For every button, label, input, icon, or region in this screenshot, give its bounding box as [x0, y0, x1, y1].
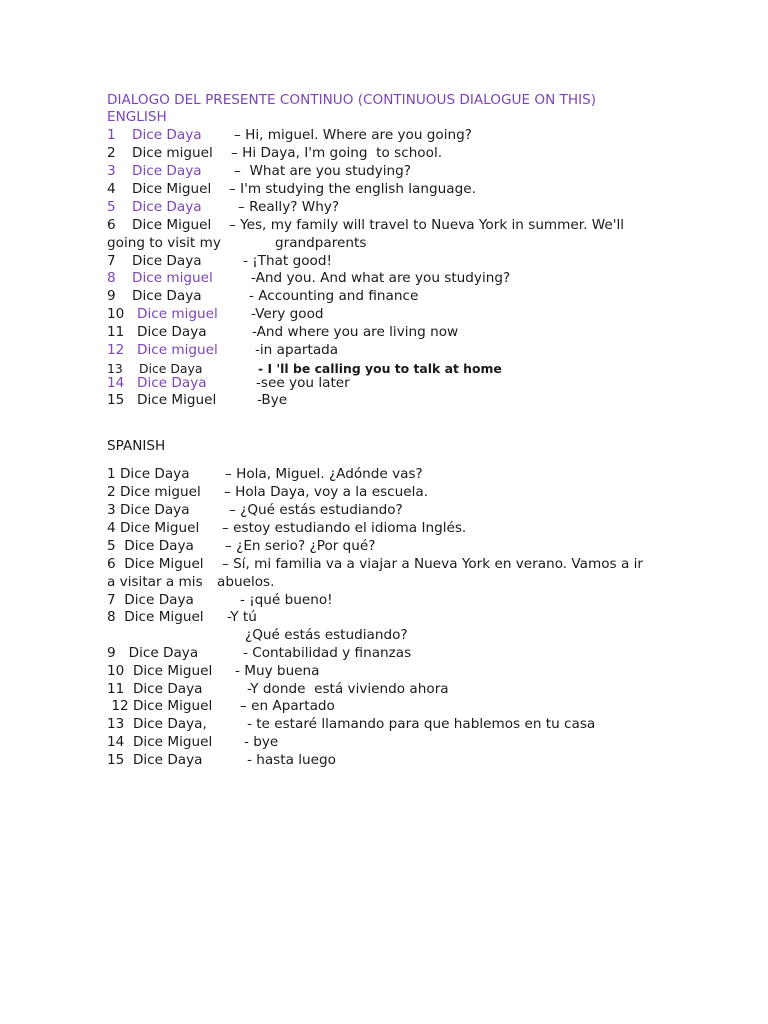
english-utterance: - I 'll be calling you to talk at home [258, 361, 502, 376]
english-utterance: – Hi, miguel. Where are you going? [234, 127, 472, 143]
spanish-utterance: - Contabilidad y finanzas [243, 645, 412, 661]
english-speaker: Dice miguel [137, 306, 218, 322]
english-line-number: 13 [107, 361, 123, 376]
spanish-continuation: abuelos. [217, 574, 275, 590]
spanish-speaker: 12 Dice Miguel [107, 698, 213, 714]
english-speaker: Dice Daya [132, 199, 202, 215]
spanish-speaker: 5 Dice Daya [107, 538, 194, 554]
english-utterance: -And you. And what are you studying? [251, 270, 511, 286]
spanish-speaker: 11 Dice Daya [107, 681, 203, 697]
english-line-number: 8 [107, 270, 116, 286]
spanish-speaker: 9 Dice Daya [107, 645, 199, 661]
english-line-number: 4 [107, 181, 116, 197]
spanish-speaker: 2 Dice miguel [107, 484, 201, 500]
english-line-number: 15 [107, 392, 125, 408]
english-speaker: Dice Daya [139, 361, 203, 376]
english-utterance: – Yes, my family will travel to Nueva York in summer. We'll [229, 217, 625, 233]
english-speaker: Dice Daya [132, 127, 202, 143]
english-line-number: 9 [107, 288, 116, 304]
english-utterance: - Accounting and finance [249, 288, 419, 304]
spanish-utterance: -Y donde está viviendo ahora [247, 681, 449, 697]
spanish-utterance: – ¿En serio? ¿Por qué? [225, 538, 376, 554]
english-speaker: Dice miguel [137, 342, 218, 358]
english-line-number: 6 [107, 217, 116, 233]
english-speaker: Dice miguel [132, 270, 213, 286]
spanish-continuation: a visitar a mis [107, 574, 203, 590]
spanish-speaker: 15 Dice Daya [107, 752, 203, 768]
spanish-speaker: 4 Dice Miguel [107, 520, 200, 536]
english-utterance: -Bye [257, 392, 288, 408]
spanish-utterance: – estoy estudiando el idioma Inglés. [222, 520, 467, 536]
spanish-speaker: 7 Dice Daya [107, 592, 194, 608]
english-utterance: -see you later [256, 375, 350, 391]
english-speaker: Dice Miguel [132, 181, 212, 197]
spanish-utterance: - Muy buena [235, 663, 320, 679]
english-line-number: 14 [107, 375, 125, 391]
english-speaker: Dice Daya [132, 288, 202, 304]
english-line-number: 3 [107, 163, 116, 179]
spanish-continuation: ¿Qué estás estudiando? [245, 627, 408, 643]
english-heading: ENGLISH [107, 109, 167, 125]
english-speaker: Dice Daya [132, 163, 202, 179]
english-line-number: 7 [107, 253, 116, 269]
spanish-speaker: 8 Dice Miguel [107, 609, 204, 625]
spanish-utterance: -Y tú [227, 609, 257, 625]
document-title: DIALOGO DEL PRESENTE CONTINUO (CONTINUOUS DIALOGUE ON THIS) [107, 92, 597, 108]
english-utterance: – I'm studying the english language. [229, 181, 476, 197]
spanish-utterance: - bye [244, 734, 279, 750]
english-line-number: 11 [107, 324, 125, 340]
english-speaker: Dice Daya [132, 253, 202, 269]
english-utterance: - ¡That good! [243, 253, 332, 269]
spanish-utterance: - ¡qué bueno! [240, 592, 333, 608]
english-utterance: -And where you are living now [252, 324, 459, 340]
english-speaker: Dice Miguel [137, 392, 217, 408]
spanish-utterance: – Sí, mi familia va a viajar a Nueva York en verano. Vamos a ir [222, 556, 643, 572]
spanish-speaker: 3 Dice Daya [107, 502, 190, 518]
spanish-utterance: – Hola Daya, voy a la escuela. [224, 484, 429, 500]
english-continuation: going to visit my [107, 235, 221, 251]
spanish-utterance: - te estaré llamando para que hablemos en tu casa [247, 716, 596, 732]
english-speaker: Dice Daya [137, 375, 207, 391]
english-utterance: – What are you studying? [234, 163, 412, 179]
english-utterance: -Very good [251, 306, 324, 322]
english-speaker: Dice miguel [132, 145, 213, 161]
english-line-number: 12 [107, 342, 125, 358]
english-utterance: -in apartada [255, 342, 339, 358]
spanish-speaker: 1 Dice Daya [107, 466, 190, 482]
english-speaker: Dice Miguel [132, 217, 212, 233]
spanish-speaker: 14 Dice Miguel [107, 734, 213, 750]
english-line-number: 5 [107, 199, 116, 215]
spanish-speaker: 6 Dice Miguel [107, 556, 204, 572]
english-line-number: 2 [107, 145, 116, 161]
english-continuation: grandparents [275, 235, 367, 251]
spanish-utterance: - hasta luego [247, 752, 336, 768]
english-speaker: Dice Daya [137, 324, 207, 340]
spanish-utterance: – en Apartado [240, 698, 335, 714]
spanish-utterance: – Hola, Miguel. ¿Adónde vas? [225, 466, 423, 482]
spanish-speaker: 13 Dice Daya, [107, 716, 207, 732]
spanish-heading: SPANISH [107, 438, 166, 454]
english-utterance: – Really? Why? [238, 199, 340, 215]
spanish-utterance: – ¿Qué estás estudiando? [229, 502, 403, 518]
spanish-speaker: 10 Dice Miguel [107, 663, 213, 679]
english-line-number: 1 [107, 127, 116, 143]
english-utterance: – Hi Daya, I'm going to school. [231, 145, 443, 161]
english-line-number: 10 [107, 306, 125, 322]
